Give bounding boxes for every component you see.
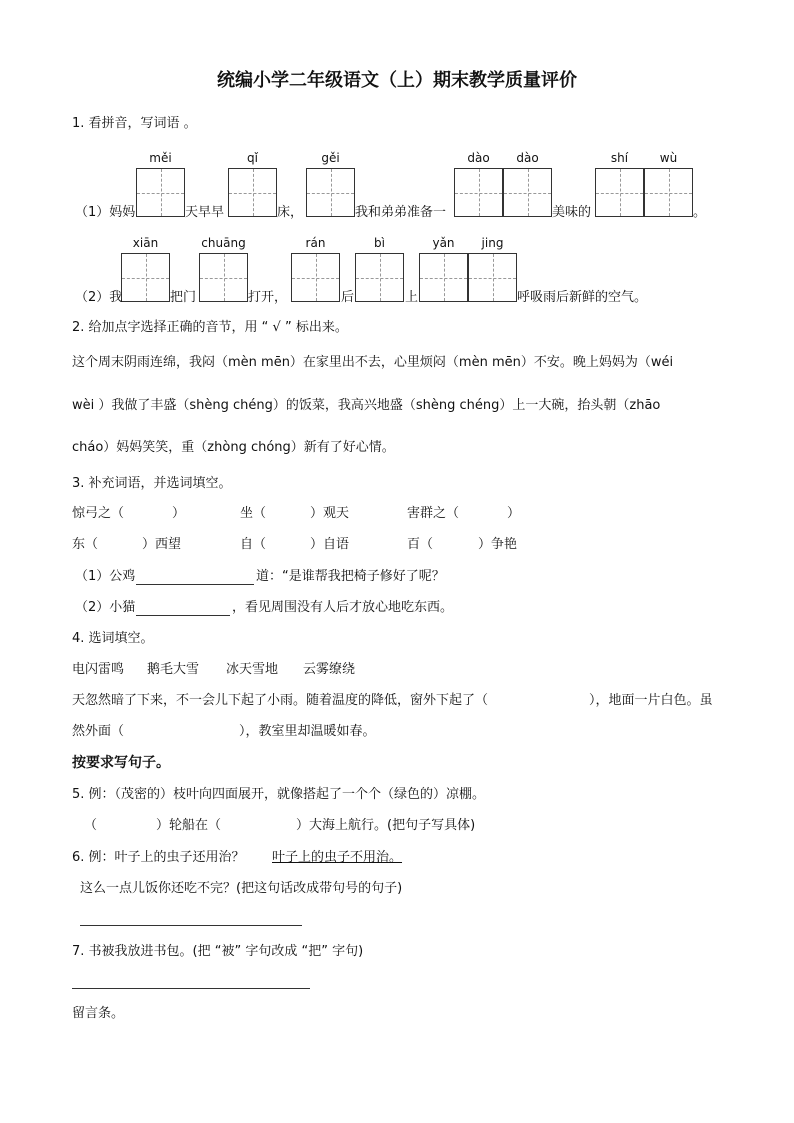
q1-text: 上 [405, 290, 419, 305]
page-title: 统编小学二年级语文（上）期末教学质量评价 [217, 70, 577, 91]
q1-text: 打开， [248, 290, 288, 305]
answer-line[interactable] [72, 988, 310, 989]
q4-line-end: ），教室里却温暖如春。 [239, 724, 376, 739]
writing-box[interactable] [291, 253, 340, 302]
q1-text: 美味的 [552, 205, 592, 220]
pinyin: yǎn [432, 236, 455, 250]
answer-line[interactable] [80, 925, 302, 926]
pinyin: chuāng [201, 236, 246, 250]
idiom-part: 自（ [240, 537, 267, 552]
writing-box[interactable] [454, 168, 503, 217]
pinyin: dào [516, 151, 539, 165]
idiom-part: 百（ [407, 537, 434, 552]
fill-prefix: （1）公鸡 [75, 569, 136, 584]
writing-box[interactable] [136, 168, 185, 217]
q2-line: wèi ）我做了丰盛（shèng chéng）的饭菜，我高兴地盛（shèng chéng）上一大碗，抬头朝（zhāo [72, 398, 661, 413]
writing-box[interactable] [468, 253, 517, 302]
q8-task: 留言条。 [72, 1006, 125, 1021]
q4-heading: 4. 选词填空。 [72, 631, 154, 646]
q3-heading: 3. 补充词语，并选词填空。 [72, 476, 232, 491]
q1-text: （1）妈妈 [75, 205, 136, 220]
q1-text: 。 [693, 205, 707, 220]
idiom-part: 害群之（ [407, 506, 460, 521]
writing-box[interactable] [355, 253, 404, 302]
q5-task-part: ）轮船在（ [156, 818, 222, 833]
pinyin: xiān [132, 236, 159, 250]
pinyin: měi [149, 151, 172, 165]
q1-text: 把门 [170, 290, 197, 305]
idiom-part: ） [507, 506, 521, 521]
writing-box[interactable] [419, 253, 468, 302]
pinyin: rán [305, 236, 326, 250]
writing-box[interactable] [228, 168, 277, 217]
pinyin: qǐ [247, 151, 258, 165]
writing-box[interactable] [199, 253, 248, 302]
writing-box[interactable] [503, 168, 552, 217]
answer-blank[interactable] [136, 584, 254, 585]
word-option: 冰天雪地 [226, 662, 279, 677]
idiom-part: ）观天 [310, 506, 350, 521]
q2-heading: 2. 给加点字选择正确的音节，用 “ √ ” 标出来。 [72, 320, 348, 335]
writing-box[interactable] [121, 253, 170, 302]
writing-box[interactable] [644, 168, 693, 217]
q1-heading: 1. 看拼音，写词语 。 [72, 116, 197, 131]
q1-text: （2）我 [75, 290, 123, 305]
word-option: 鹅毛大雪 [147, 662, 200, 677]
word-option: 云雾缭绕 [303, 662, 356, 677]
q2-line: 这个周末阴雨连绵，我闷（mèn mēn）在家里出不去，心里烦闷（mèn mēn）不安。晚上妈妈为（wéi [72, 355, 674, 370]
q4-line-start: 天忽然暗了下来，不一会儿下起了小雨。随着温度的降低，窗外下起了（ [72, 693, 489, 708]
q1-text: 呼吸雨后新鲜的空气。 [517, 290, 648, 305]
pinyin: wù [659, 151, 678, 165]
idiom-part: ）争艳 [478, 537, 518, 552]
q1-text: 天早早 [185, 205, 225, 220]
q1-text: 我和弟弟准备一 [355, 205, 447, 220]
q2-line: cháo）妈妈笑笑，重（zhòng chóng）新有了好心情。 [72, 440, 395, 455]
pinyin: shí [610, 151, 629, 165]
answer-blank[interactable] [136, 615, 230, 616]
q4-line-start: 然外面（ [72, 724, 125, 739]
section-heading: 按要求写句子。 [72, 755, 170, 771]
fill-suffix: 道：“是谁帮我把椅子修好了呢？ [256, 569, 445, 584]
q6-example-answer: 叶子上的虫子不用治。 [272, 850, 403, 865]
word-option: 电闪雷鸣 [72, 662, 125, 677]
pinyin: gěi [321, 151, 340, 165]
pinyin: bì [374, 236, 385, 250]
q4-line-end: ），地面一片白色。虽 [589, 693, 713, 708]
q1-text: 后 [341, 290, 355, 305]
q5-task-part: （ [84, 818, 98, 833]
q1-text: 床， [277, 205, 304, 220]
fill-prefix: （2）小猫 [75, 600, 136, 615]
writing-box[interactable] [595, 168, 644, 217]
idiom-part: 坐（ [240, 506, 267, 521]
writing-box[interactable] [306, 168, 355, 217]
q6-task: 这么一点儿饭你还吃不完？(把这句话改成带句号的句子) [80, 881, 403, 896]
idiom-part: ） [172, 506, 186, 521]
q7-task: 7. 书被我放进书包。(把 “被” 字句改成 “把” 字句) [72, 944, 364, 959]
idiom-part: 东（ [72, 537, 99, 552]
idiom-part: 惊弓之（ [72, 506, 125, 521]
q5-example: 5. 例：（茂密的）枝叶向四面展开，就像搭起了一个个（绿色的）凉棚。 [72, 787, 486, 802]
pinyin: dào [467, 151, 490, 165]
pinyin: jing [481, 236, 504, 250]
q6-example: 6. 例：叶子上的虫子还用治？ [72, 850, 245, 865]
idiom-part: ）西望 [142, 537, 182, 552]
q5-task-part: ）大海上航行。(把句子写具体) [296, 818, 476, 833]
idiom-part: ）自语 [310, 537, 350, 552]
fill-suffix: ，看见周围没有人后才放心地吃东西。 [232, 600, 454, 615]
